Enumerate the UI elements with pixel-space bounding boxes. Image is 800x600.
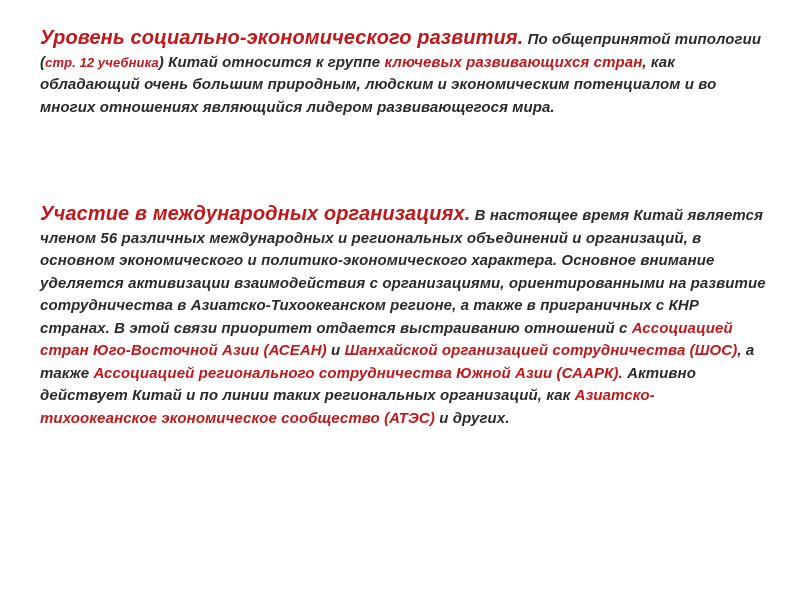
section-international-organizations bbox=[40, 203, 770, 430]
sco-term: Шанхайской организацией сотрудничества (ШОС) bbox=[344, 342, 738, 359]
asean-term: Ассоциацией стран Юго-Восточной Азии (АСЕАН) bbox=[40, 319, 733, 359]
section-development-text-2: ) Китай относится к группе bbox=[158, 53, 385, 71]
section-organizations-text-4: Активно действует Китай и по линии таких региональных организаций, как bbox=[40, 364, 696, 404]
section-organizations-heading: Участие в международных организациях. bbox=[40, 203, 471, 225]
section-development-text-3: , как обладающий очень большим природным, людским и экономическим потенциалом и во многих отношениях являющийся лидером развивающегося мира. bbox=[40, 53, 717, 116]
section-organizations-text-1: В настоящее время Китай является членом 56 различных международных и региональных объединений и организаций, в основном экономического и политико-экономического характера. Основное внимание уделяется активизации взаимодействия с организациями, ориентированными на развитие сотрудничества в Азиатско-Тихоокеанском регионе, а также в приграничных с КНР странах. В этой связи приоритет отдается выстраиванию отношений с bbox=[40, 207, 766, 337]
section-organizations-text-5: и других. bbox=[434, 409, 510, 427]
apec-term: Азиатско-тихоокеанское экономическое сообщество (АТЭС) bbox=[40, 387, 655, 427]
section-development-text-1: По общепринятой типологии ( bbox=[40, 31, 762, 71]
section-organizations-text-2: и bbox=[326, 342, 345, 359]
key-developing-countries-term: ключевых развивающихся стран bbox=[384, 53, 643, 71]
section-organizations-text-3: , а также bbox=[40, 342, 755, 382]
saarc-term: Ассоциацией регионального сотрудничества Южной Азии (СААРК). bbox=[93, 364, 623, 382]
section-development-heading: Уровень социально-экономического развития. bbox=[40, 27, 524, 49]
section-development-level bbox=[40, 27, 770, 119]
textbook-page-reference: стр. 12 учебника bbox=[45, 54, 159, 70]
